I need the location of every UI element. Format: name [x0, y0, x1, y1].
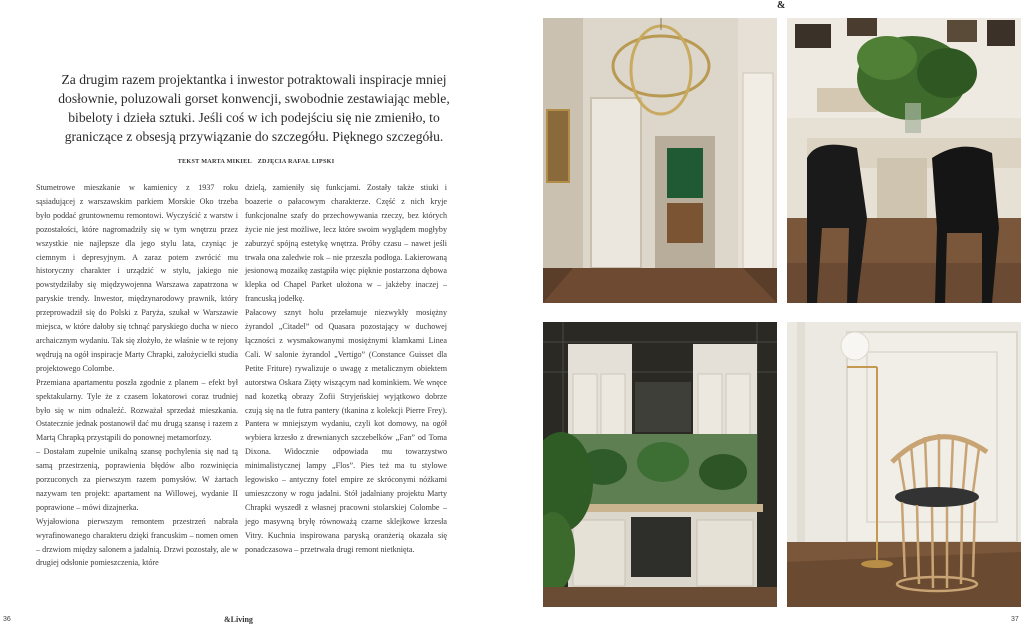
- article-column-2: [245, 181, 447, 556]
- text-credit: TEKST MARTA MIKIEL: [177, 158, 252, 165]
- paragraph: Pałacowy sznyt holu przełamuje niezwykły mosiężny żyrandol „Citadel” od Quasara pozostający w duchowej łączności z wysmakowanymi mosiężnymi klamkami Linea Cali. W salonie żyrandol „Vertigo” (Constance Guisset dla Petite Friture) rywalizuje o uwagę z metalicznym obiektem autorstwa Oskara Zięty wiszącym nad kominkiem. We wnęce nad kozetką obrazy Zofii Stryjeńskiej wyjątkowo dobrze czują się na tle futra pantery (tkanina z kolekcji Pierre Frey). Panterа w mniejszym wydaniu, czyli kot domowy, na ogół wybiera krzesło z drewnianych szczebelków „Fan” od Toma Dixona. Widocznie odpowiada mu towarzystwo minimalistycznej lampy „Flos”. Pies też ma tu stylowe legowisko – antyczny fotel empire ze skróconymi nóżkami umieszczony w rogu jadalni. Stół jadalniany projektu Marty Chrapki wyszedł z własnej pracowni stolarskiej Colombe – jego masywną bryłę równoważą czarne sklejkowe krzesła Vitry. Kuchnia inspirowana paryską oranżerią okazała się ponadczasowa – przetrwała drugi remont nietknięta.: [245, 308, 447, 554]
- paragraph: Stumetrowe mieszkanie w kamienicy z 1937 roku sąsiadującej z warszawskim parkiem Morskie Oko trzeba było poddać gruntownemu remontowi. Wyczyścić z warstw i pozostałości, które nagromadziły się w tym wnętrzu przez wszystkie nie najlepsze dla jego stylu lata, czyniąc je ciemnym i depresyjnym. A zaraz potem zwrócić mu historyczny charakter i urządzić w stylu, jakiego nie powstydziłaby się międzywojenna Warszawa zapatrzona w paryskie trendy. Inwestor, międzynarodowy prawnik, który przeprowadził się do Polski z Paryża, szukał w Warszawie miejsca, w które dałoby się tchnąć paryskiego ducha w nieco archaicznym wydaniu. Tak się złożyło, że właśnie w te rejony wędrują na ogół inspiracje Marty Chrapki, założycielki studia projektowego Colombe.: [36, 183, 238, 373]
- chair-photo: [787, 322, 1021, 607]
- brand-mark: &: [777, 0, 786, 11]
- magazine-brand: &Living: [224, 615, 253, 624]
- kitchen-photo: [543, 322, 777, 607]
- dining-photo: [787, 18, 1021, 303]
- page-number-left: 36: [3, 616, 11, 623]
- paragraph: Przemiana apartamentu poszła zgodnie z planem – efekt był spektakularny. Tyle że z czasem lokatorowi coraz trudniej było się w nim odnaleźć. Rozważał sprzedaż mieszkania. Ostatecznie jednak postanowił dać mu drugą szansę i razem z Martą Chrapką przystąpili do ponownej metamorfozy.: [36, 377, 238, 443]
- page-number-right: 37: [1011, 616, 1019, 623]
- paragraph: dzielą, zamieniły się funkcjami. Zostały także stiuki i boazerie o pałacowym charakterze. Część z nich kryje funkcjonalne szafy do przechowywania rzeczy, bez których życie nie jest możliwe, lecz które swoim wyglądem mogłyby zaburzyć spójną estetykę wnętrza. Próby czasu – nawet jeśli trwała ona zaledwie rok – nie przeszła podłoga. Lakierowaną jesionową mozaikę zastąpiła więc pięknie postarzona dębowa klepka od Chapel Parket ułożona w – jakżeby inaczej – francuską jodełkę.: [245, 183, 447, 304]
- lead-paragraph: Za drugim razem projektantka i inwestor potraktowali inspiracje mniej dosłownie, poluzowali gorset konwencji, swobodnie zestawiając meble, bibeloty i dzieła sztuki. Jeśli coś w ich podejściu się nie zmieniło, to graniczące z obsesją przywiązanie do szczegółu. Pięknego szczegółu.: [58, 72, 450, 144]
- credits-line: [0, 158, 512, 165]
- photo-credit: ZDJĘCIA RAFAŁ LIPSKI: [257, 158, 335, 165]
- hallway-photo: [543, 18, 777, 303]
- paragraph: – Dostałam zupełnie unikalną szansę pochylenia się nad tą samą przestrzenią, poprawienia błędów albo rozwinięcia porzuconych za pierwszym razem pomysłów. W żartach nazywam ten projekt: apartament na Willowej, wydanie II poprawione – mówi dizajnerka.: [36, 447, 238, 512]
- article-column-1: [36, 181, 238, 570]
- paragraph: Wyjałowiona pierwszym remontem przestrzeń nabrała wyrafinowanego charakteru dzięki francuskim – nomen omen – drzwiom między salonem a jadalnią. Drzwi pozostały, ale w drugiej odsłonie pomieszczenia, które: [36, 516, 238, 568]
